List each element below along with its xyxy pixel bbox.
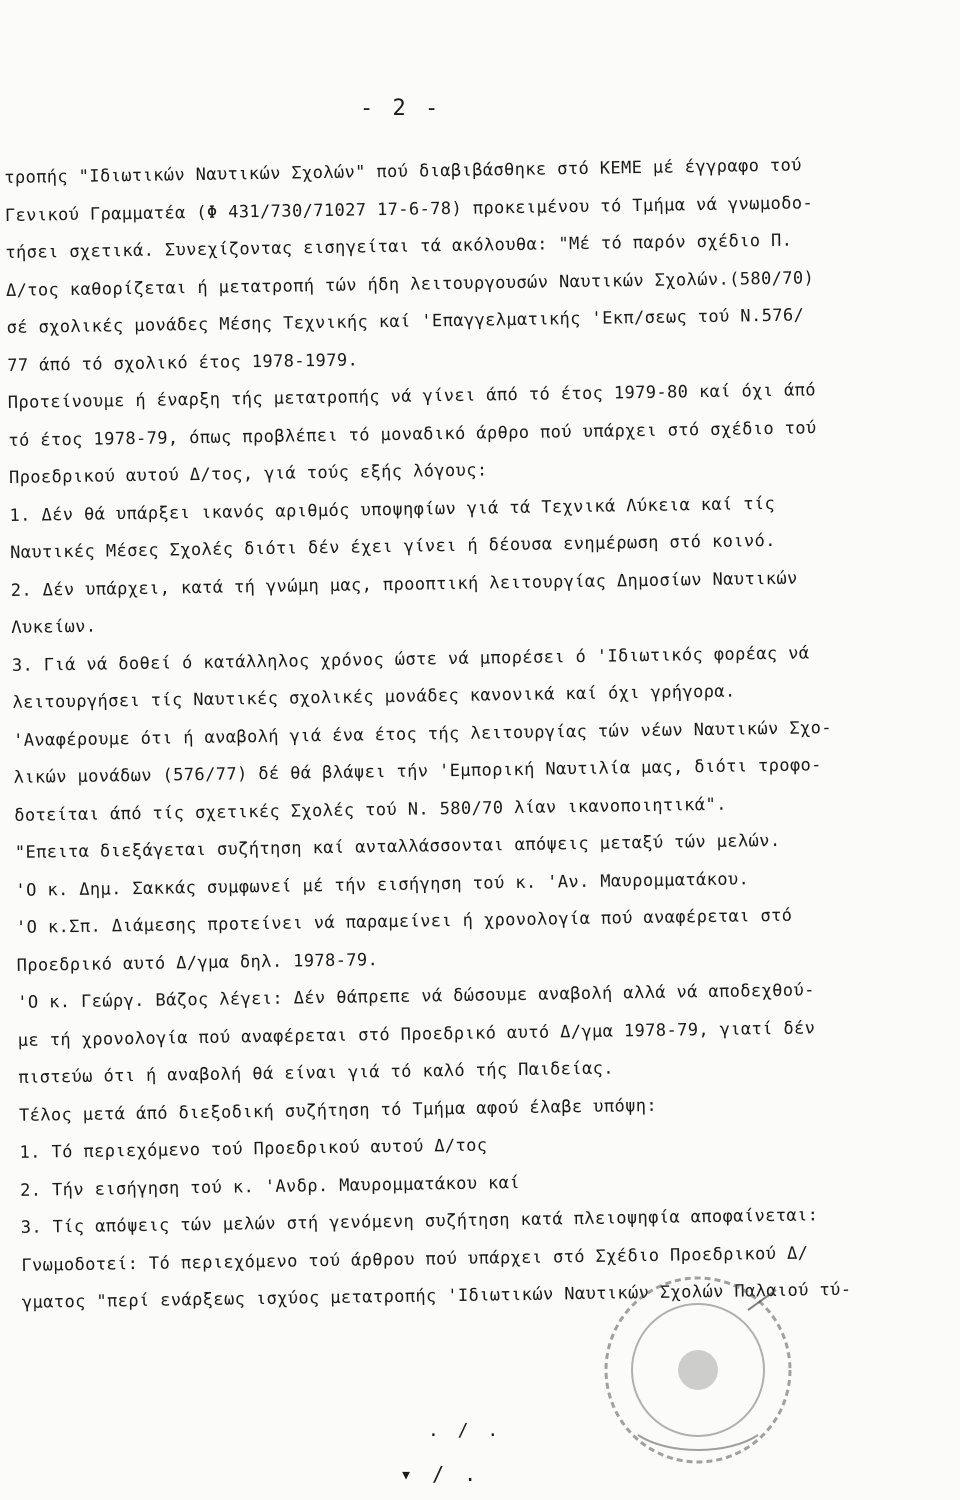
document-body xyxy=(4,145,960,1322)
text-line: 'Ο κ.Σπ. Διάμεσης προτείνει νά παραμείνει ή χρονολογία πού αναφέρεται στό xyxy=(15,905,793,938)
page-number: - 2 - xyxy=(360,96,442,121)
text-line: 3. Τίς απόψεις τών μελών στή γενόμενη συζήτηση κατά πλειοψηφία αποφαίνεται: xyxy=(20,1205,819,1238)
text-line: 1. Τό περιεχόμενο τού Προεδρικού αυτού Δ/τος xyxy=(19,1135,488,1163)
text-line: Τέλος μετά άπό διεξοδική συζήτηση τό Τμήμα αφού έλαβε υπόψη: xyxy=(18,1095,658,1126)
text-line: Προεδρικό αυτό Δ/γμα δηλ. 1978-79. xyxy=(16,949,379,976)
text-line: 'Αναφέρουμε ότι ή αναβολή γιά ένα έτος τής λειτουργίας τών νέων Ναυτικών Σχο- xyxy=(12,717,833,751)
text-line: γματος "περί ενάρξεως ισχύος μετατροπής 'Ιδιωτικών Ναυτικών Σχολών Παλαιού τύ- xyxy=(21,1279,852,1313)
text-line: 1. Δέν θά υπάρξει ικανός αριθμός υποψηφίων γιά τά Τεχνικά Λύκεια καί τίς xyxy=(9,493,776,526)
text-line: τροπής "Ιδιωτικών Ναυτικών Σχολών" πού διαβιβάσθηκε στό ΚΕΜΕ μέ έγγραφο τού xyxy=(4,155,802,188)
text-line: 77 άπό τό σχολικό έτος 1978-1979. xyxy=(7,349,359,376)
text-line: Γνωμοδοτεί: Τό περιεχόμενο τού άρθρου πού υπάρχει στό Σχέδιο Προεδρικού Δ/ xyxy=(21,1243,809,1276)
text-line: Προτείνουμε ή έναρξη τής μετατροπής νά γίνει άπό τό έτος 1979-80 καί όχι άπό xyxy=(7,380,817,413)
text-line: 2. Τήν εισήγηση τού κ. 'Ανδρ. Μαυρομματάκου καί xyxy=(20,1172,521,1201)
footer-continuation-mark: ▾ / . xyxy=(400,1462,481,1486)
text-line: Λυκείων. xyxy=(11,616,97,638)
text-line: 'Ο κ. Γεώργ. Βάζος λέγει: Δέν θάπρεπε νά δώσουμε αναβολή αλλά νά αποδεχθού- xyxy=(17,980,815,1013)
text-line: πιστεύω ότι ή αναβολή θά είναι γιά τό καλό τής Παιδείας. xyxy=(18,1058,615,1088)
text-line: τό έτος 1978-79, όπως προβλέπει τό μοναδικό άρθρο πού υπάρχει στό σχέδιο τού xyxy=(8,417,817,451)
text-line: σέ σχολικές μονάδες Μέσης Τεχνικής καί 'Επαγγελματικής 'Εκπ/σεως τού Ν.576/ xyxy=(6,305,805,338)
text-line: με τή χρονολογία πού αναφέρεται στό Προεδρικό αυτό Δ/γμα 1978-79, γιατί δέν xyxy=(17,1017,816,1051)
text-line: λειτουργήσει τίς Ναυτικές σχολικές μονάδες κανονικά καί όχι γρήγορα. xyxy=(12,681,736,713)
text-line: Προεδρικού αυτού Δ/τος, γιά τούς εξής λόγους: xyxy=(8,460,488,488)
text-line: λικών μονάδων (576/77) δέ θά βλάψει τήν 'Εμπορική Ναυτιλία μας, διότι τροφο- xyxy=(13,755,823,788)
text-line: 'Ο κ. Δημ. Σακκάς συμφωνεί μέ τήν εισήγηση τού κ. 'Αν. Μαυρομματάκου. xyxy=(15,868,750,901)
text-line: δοτείται άπό τίς σχετικές Σχολές τού Ν. 580/70 λίαν ικανοποιητικά". xyxy=(14,794,727,826)
text-line: 2. Δέν υπάρχει, κατά τή γνώμη μας, προοπτική λειτουργίας Δημοσίων Ναυτικών xyxy=(10,568,798,601)
text-line: τήσει σχετικά. Συνεχίζοντας εισηγείται τά ακόλουθα: "Μέ τό παρόν σχέδιο Π. xyxy=(5,230,793,263)
text-line: Δ/τος καθορίζεται ή μετατροπή τών ήδη λειτουργουσών Ναυτικών Σχολών.(580/70) xyxy=(5,267,815,301)
continuation-mark: . / . xyxy=(428,1420,503,1441)
text-line: "Επειτα διεξάγεται συζήτηση καί ανταλλάσσονται απόψεις μεταξύ τών μελών. xyxy=(14,830,781,863)
text-line: Γενικού Γραμματέα (Φ 431/730/71027 17-6-78) προκειμένου τό Τμήμα νά γνωμοδο- xyxy=(4,192,814,226)
text-line: 3. Γιά νά δοθεί ό κατάλληλος χρόνος ώστε νά μπορέσει ό 'Ιδιωτικός φορέας νά xyxy=(11,642,810,676)
official-stamp-seal xyxy=(598,1270,798,1470)
text-line: Ναυτικές Μέσες Σχολές διότι δέν έχει γίνει ή δέουσα ενημέρωση στό κοινό. xyxy=(10,530,776,563)
